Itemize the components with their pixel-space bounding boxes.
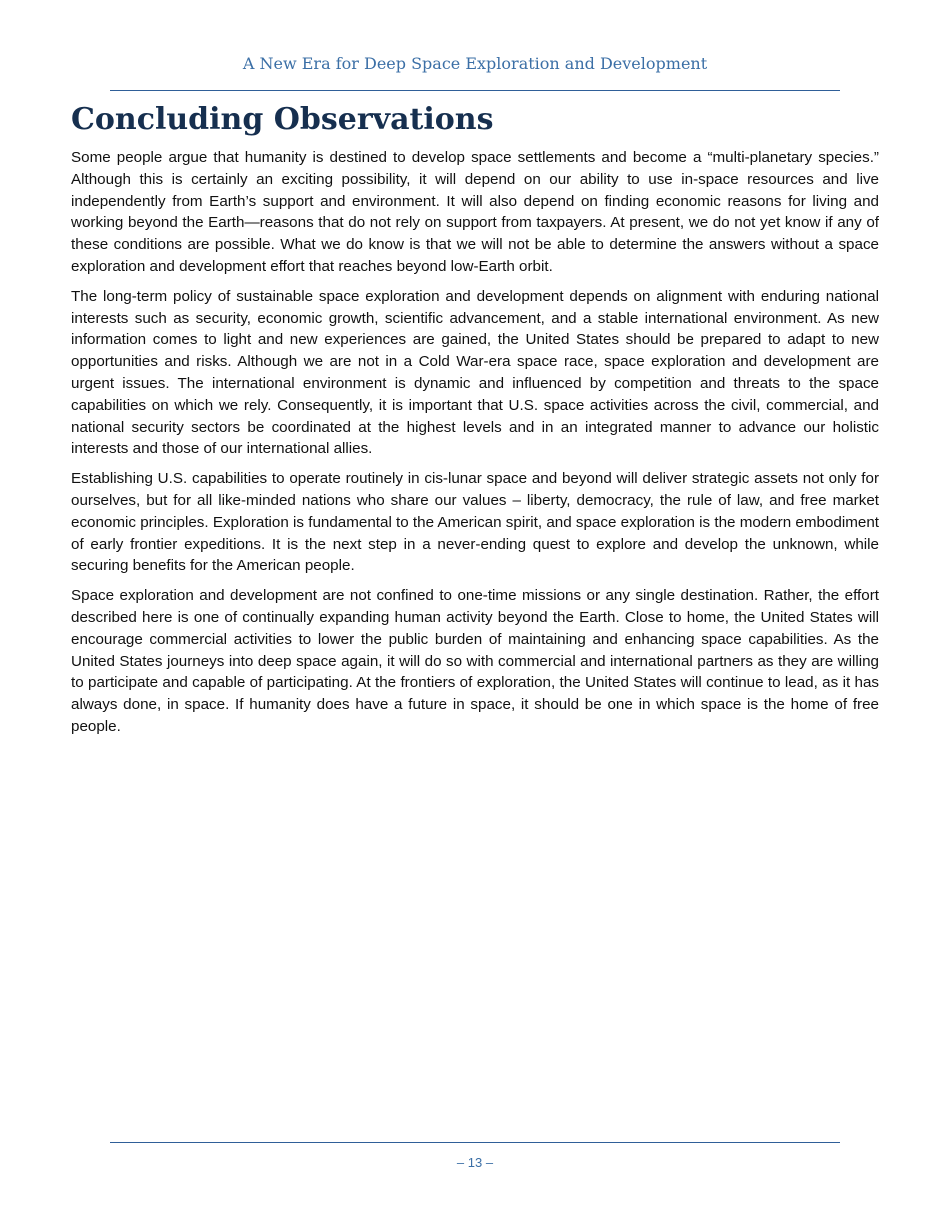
paragraph-4: Space exploration and development are not confined to one-time missions or any single destination. Rather, the effort described here is one of continually expanding human activity beyond the Earth. Close to home, the United States will encourage commercial activities to lower the public burden of maintaining and enhancing space capabilities. As the United States journeys into deep space again, it will do so with commercial and international partners as they are willing to participate and capable of participating. At the frontiers of exploration, the United States will continue to lead, as it has always done, in space. If humanity does have a future in space, it should be one in which space is the home of free people. bbox=[71, 587, 879, 735]
paragraph-2: The long-term policy of sustainable space exploration and development depends on alignment with enduring national interests such as security, economic growth, scientific advancement, and a stable international environment. As new information comes to light and new experiences are gained, the United States should be prepared to adapt to new opportunities and risks. Although we are not in a Cold War-era space race, space exploration and development are urgent issues. The international environment is dynamic and influenced by competition and threats to the space capabilities on which we rely. Consequently, it is important that U.S. space activities across the civil, commercial, and national security sectors be coordinated at the highest levels and in an integrated manner to advance our holistic interests and those of our international allies. bbox=[71, 287, 879, 458]
paragraph-1: Some people argue that humanity is destined to develop space settlements and become a “multi-planetary species.” Although this is certainly an exciting possibility, it will depend on our ability to use in-space resources and live independently from Earth’s support and environment. It will also depend on finding economic reasons for living and working beyond the Earth—reasons that do not rely on support from taxpayers. At present, we do not yet know if any of these conditions are possible. What we do know is that we will not be able to determine the answers without a space exploration and development effort that reaches beyond low-Earth orbit. bbox=[71, 149, 879, 275]
body-text bbox=[71, 147, 879, 746]
footer-divider bbox=[110, 1142, 840, 1143]
running-header-title: A New Era for Deep Space Exploration and Development bbox=[242, 54, 708, 73]
header-divider bbox=[110, 90, 840, 91]
paragraph-3: Establishing U.S. capabilities to operate routinely in cis-lunar space and beyond will deliver strategic assets not only for ourselves, but for all like-minded nations who share our values – liberty, democracy, the rule of law, and free market economic principles. Exploration is fundamental to the American spirit, and space exploration is the modern embodiment of early frontier expeditions. It is the next step in a never-ending quest to explore and develop the unknown, while securing benefits for the American people. bbox=[71, 470, 879, 575]
page-number: – 13 – bbox=[456, 1155, 494, 1170]
section-title: Concluding Observations bbox=[71, 102, 494, 137]
